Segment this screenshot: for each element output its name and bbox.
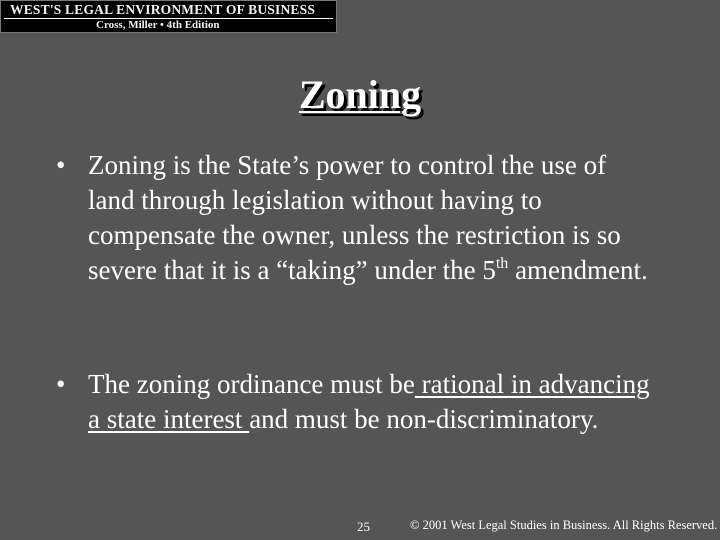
- bullet-text-2: [88, 367, 656, 437]
- bullet-2-text-end: and must be non-discriminatory.: [249, 404, 599, 434]
- book-banner: [0, 0, 337, 33]
- bullet-text-1: [88, 148, 656, 288]
- bullet-1-superscript: th: [495, 255, 509, 272]
- bullet-1-text: Zoning is the State’s power to control the use of land through legislation without having to compensate the owner, unless the restriction is so severe that it is a “taking” under the 5: [88, 150, 621, 285]
- bullet-icon: •: [56, 369, 66, 399]
- page-number: 25: [357, 519, 370, 534]
- bullet-icon: •: [56, 150, 66, 180]
- book-title: WEST'S LEGAL ENVIRONMENT OF BUSINESS: [10, 2, 316, 17]
- bullet-1-text-end: amendment.: [508, 255, 648, 285]
- bullet-2-text: The zoning ordinance must be: [88, 369, 415, 399]
- book-subtitle: Cross, Miller • 4th Edition: [96, 19, 220, 31]
- copyright-notice: © 2001 West Legal Studies in Business. All Rights Reserved.: [410, 518, 718, 532]
- bullet-2-underlined-text: rational in advancing a state interest: [88, 369, 650, 434]
- bullet-item-1: [56, 148, 656, 288]
- bullet-item-2: [56, 367, 656, 437]
- slide-title: Zoning: [298, 72, 422, 117]
